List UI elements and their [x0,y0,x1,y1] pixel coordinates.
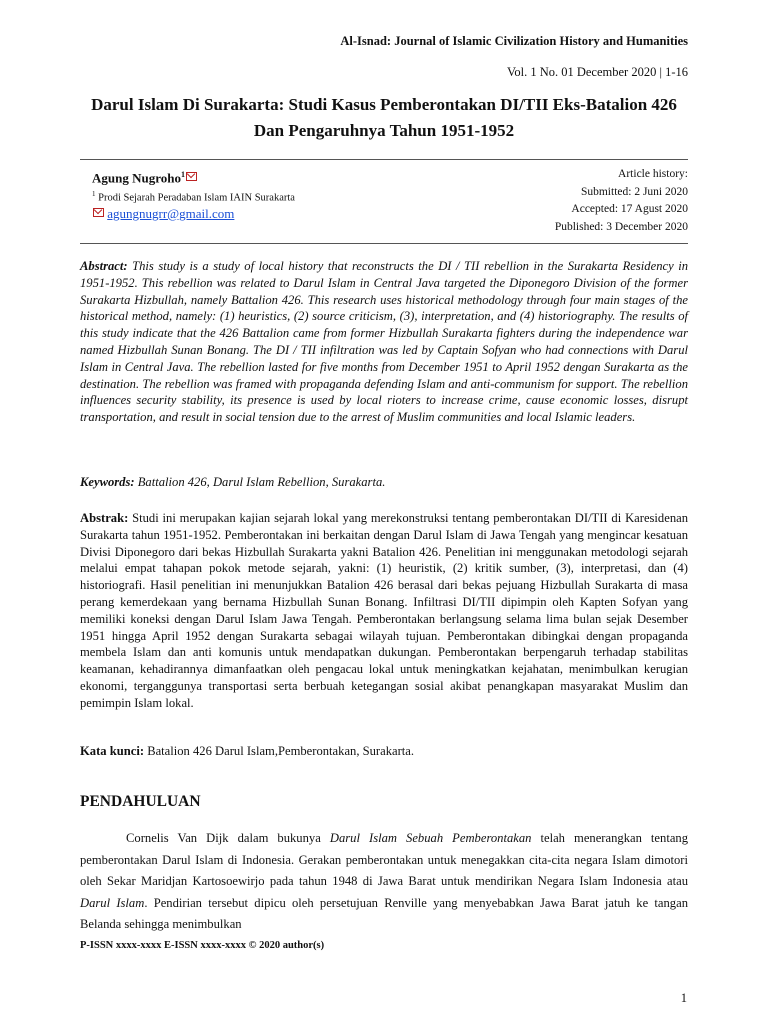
email-line [92,206,412,222]
abstract-en-text: This study is a study of local history that reconstructs the DI / TII rebellion in the Surakarta Residency in 1951-1952. This rebellion was related to Darul Islam in Central Java targeted the Diponegoro Division of the former Surakarta Hizbullah, namely Battalion 426. This research uses historical methodology through four main stages of the historical method, namely: (1) heuristics, (2) source criticism, (3), interpretation, and (4) historiography. The results of this study indicate that the 426 Battalion came from former Hizbullah Surakarta fighters during the independence war named Hizbullah Sunan Bonang. The DI / TII infiltration was led by Captain Sofyan who had connections with Darul Islam in Central Java. The rebellion lasted for five months from December 1951 to April 1952 dengan Surakarta as the destination. The rebellion was framed with propaganda defending Islam and anti-communism for support. The rebellion influences security stability, its presence is used by local rioters to increase crime, cause economic losses, disrupt transportation, and result in social tension due to the arrest of Muslim communities and local Islamic leaders. [80,259,688,425]
envelope-icon [93,208,104,217]
section-heading: PENDAHULUAN [80,793,201,810]
middle-divider [80,243,688,244]
volume-info: Vol. 1 No. 01 December 2020 | 1-16 [506,65,688,79]
keywords-en-label: Keywords: [80,475,135,489]
abstract-id-text: Studi ini merupakan kajian sejarah lokal yang merekonstruksi tentang pemberontakan DI/TII di Karesidenan Surakarta tahun 1951-1952. Pemberontakan ini berkaitan dengan Darul Islam di Jawa Tengah yang mengincar kesatuan Divisi Diponegoro dari bekas Hizbullah Surakarta yakni Batalion 426. Penelitian ini menggunakan metodologi sejarah melalui empat tahapan pokok metode sejarah, yakni: (1) heuristik, (2) kritik sumber, (3), interpretasi, dan (4) historiografi. Hasil penelitian ini menunjukkan Batalion 426 berasal dari bekas pejuang Hizbullah Surakarta di masa perang kemerdekaan yang bernama Hizbullah Sunan Bonang. Infiltrasi DI/TII dipimpin oleh Kapten Sofyan yang memiliki koneksi dengan Darul Islam Jawa Tengah. Pemberontakan berlangsung selama lima bulan sejak Desember 1951 hingga April 1952 dengan Surakarta sebagai wilayah tujuan. Pemberontakan dibingkai dengan propaganda membela Islam dan anti komunis untuk mendapatkan dukungan. Pemberontakan berpengaruh terhadap stabilitas keamanan, kehadirannya dimanfaatkan oleh pengacau lokal untuk meningkatkan kejahatan, menimbulkan kerugian ekonomi, terganggunya transportasi serta berbuah ketegangan sosial akibat penangkapan masyarakat Muslim dan pemimpin Islam lokal. [80,511,689,710]
keywords-id-label: Kata kunci: [80,744,145,758]
book-title: Darul Islam Sebuah Pemberontakan [329,831,532,845]
affiliation-line [92,190,412,204]
author-sup: 1 [180,170,185,179]
author-name-line [92,170,412,186]
history-published: Published: 3 December 2020 [554,220,688,233]
history-label: Article history: [618,168,688,180]
intro-paragraph [80,828,688,936]
author-block [92,170,412,222]
abstract-english [80,258,688,426]
author-email-link[interactable]: agungnugrr@gmail.com [107,205,235,221]
affiliation: Prodi Sejarah Peradaban Islam IAIN Surakarta [98,192,295,204]
keywords-english [80,475,688,490]
darul-islam-term: Darul Islam [80,895,145,910]
abstract-id-label: Abstrak: [80,511,129,525]
para-text-1: Cornelis Van Dijk dalam bukunya [126,831,330,845]
keywords-id-text: Batalion 426 Darul Islam,Pemberontakan, Surakarta. [147,744,415,758]
affiliation-sup: 1 [92,190,96,199]
article-title: Darul Islam Di Surakarta: Studi Kasus Pemberontakan DI/TII Eks-Batalion 426 Dan Pengaruhnya Tahun 1951-1952 [91,95,677,140]
envelope-icon [186,172,197,181]
history-accepted: Accepted: 17 Agust 2020 [571,203,688,215]
article-history [555,166,688,236]
keywords-en-text: Battalion 426, Darul Islam Rebellion, Surakarta. [137,475,386,489]
abstract-en-label: Abstract: [80,259,128,273]
author-name: Agung Nugroho [92,170,181,186]
para-text-3: . Pendirian tersebut dipicu oleh persetujuan Renville yang menyebabkan Jawa Barat jatuh ke tangan Belanda sehingga menimbulkan [80,895,688,931]
keywords-indonesian [80,744,688,759]
journal-name: Al-Isnad: Journal of Islamic Civilization History and Humanities [340,34,688,48]
abstract-indonesian [80,510,688,712]
top-divider [80,159,688,160]
page-number: 1 [680,991,687,1005]
issn-footer: P-ISSN xxxx-xxxx E-ISSN xxxx-xxxx © 2020 author(s) [80,940,325,951]
history-submitted: Submitted: 2 Juni 2020 [580,185,688,198]
para-text-2: telah menerangkan tentang pemberontakan Darul Islam di Indonesia. Gerakan pemberontakan untuk menegakkan cita-cita negara Islam dimotori oleh Sekar Maridjan Kartosoewirjo pada tahun 1948 di Jawa Barat untuk mendirikan Negara Islam Indonesia atau [80,831,688,888]
